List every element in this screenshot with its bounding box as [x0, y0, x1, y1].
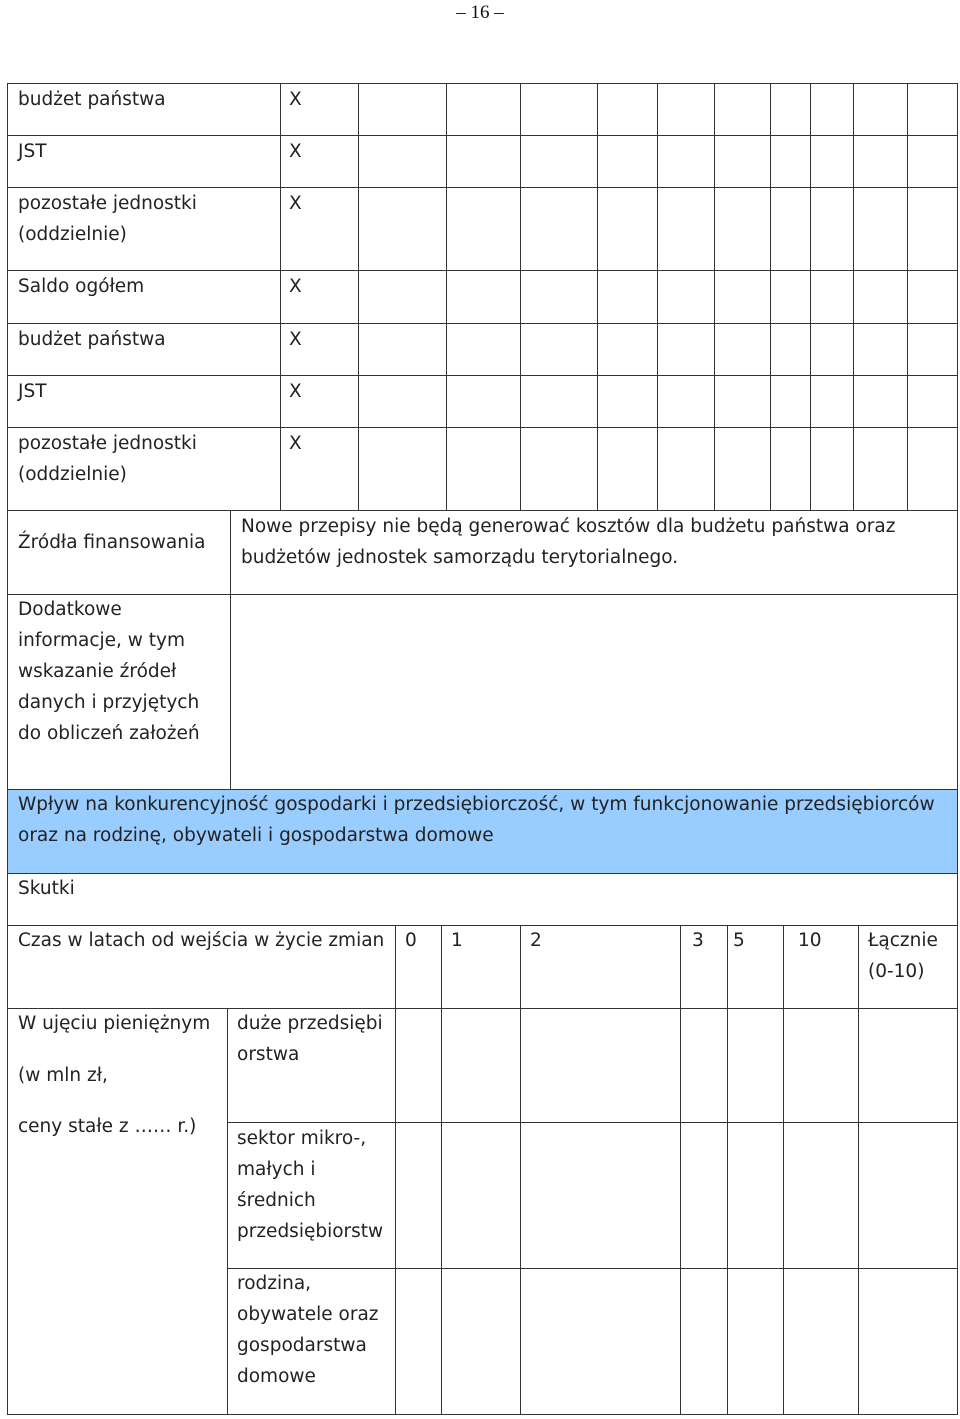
row-mark: X — [289, 381, 302, 402]
subject-large-enterprises: duże przedsiębiorstwa — [237, 1013, 383, 1065]
year-5: 5 — [733, 930, 745, 951]
impact-section-title: Wpływ na konkurencyjność gospodarki i przedsiębiorczość, w tym funkcjonowanie przedsiębiorców oraz na rodzinę, obywateli i gospodarstwa domowe — [18, 794, 935, 846]
year-3: 3 — [692, 930, 704, 951]
year-10: 10 — [798, 930, 822, 951]
year-0: 0 — [405, 930, 417, 951]
page-number: – 16 – — [456, 2, 504, 23]
row-mark: X — [289, 433, 302, 454]
financing-label: Źródła finansowania — [18, 532, 206, 553]
monetary-label-line1: W ujęciu pieniężnym — [18, 1013, 211, 1034]
subject-households: rodzina, obywatele oraz gospodarstwa domowe — [237, 1273, 379, 1387]
financing-text: Nowe przepisy nie będą generować kosztów dla budżetu państwa oraz budżetów jednostek samorządu terytorialnego. — [241, 516, 896, 568]
row-label-jst: JST — [18, 381, 47, 402]
row-label-total-balance: Saldo ogółem — [18, 276, 145, 297]
table-border-right — [957, 83, 958, 1414]
table-border-left — [7, 83, 8, 1414]
row-mark: X — [289, 329, 302, 350]
total-header: Łącznie (0-10) — [868, 930, 938, 982]
row-mark: X — [289, 276, 302, 297]
year-2: 2 — [530, 930, 542, 951]
time-row-label: Czas w latach od wejścia w życie zmian — [18, 930, 385, 951]
row-label-state-budget: budżet państwa — [18, 329, 166, 350]
row-label-other-units: pozostałe jednostki (oddzielnie) — [18, 433, 197, 485]
year-1: 1 — [451, 930, 463, 951]
additional-info-label: Dodatkowe informacje, w tym wskazanie źródeł danych i przyjętych do obliczeń założeń — [18, 599, 200, 744]
row-label-jst: JST — [18, 141, 47, 162]
row-mark: X — [289, 141, 302, 162]
row-label-state-budget: budżet państwa — [18, 89, 166, 110]
monetary-label-line3: ceny stałe z …… r.) — [18, 1116, 197, 1137]
monetary-label-line2: (w mln zł, — [18, 1065, 108, 1086]
row-mark: X — [289, 89, 302, 110]
subject-sme-sector: sektor mikro-, małych i średnich przedsiębiorstw — [237, 1128, 384, 1242]
row-mark: X — [289, 193, 302, 214]
row-label-other-units: pozostałe jednostki (oddzielnie) — [18, 193, 197, 245]
effects-label: Skutki — [18, 878, 75, 899]
